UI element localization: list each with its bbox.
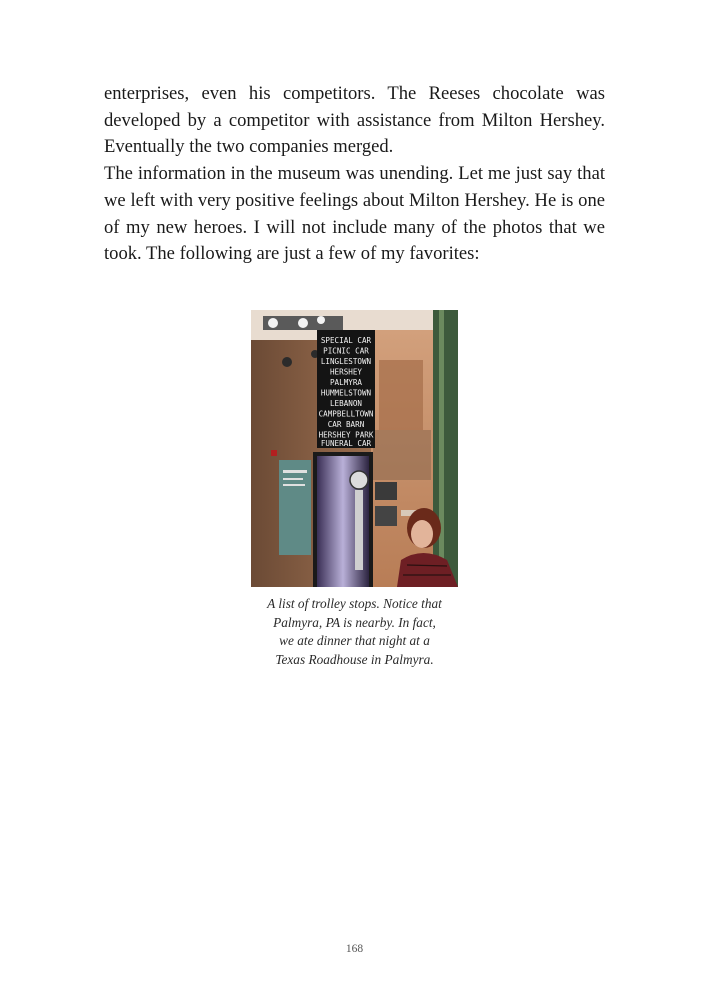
sign-line: FUNERAL CAR bbox=[320, 439, 372, 448]
photo-caption bbox=[240, 595, 469, 669]
sign-line: HUMMELSTOWN bbox=[320, 388, 372, 398]
paragraph-1: enterprises, even his competitors. The Reeses chocolate was developed by a competitor with assistance from Milton Hershey. Eventually the two companies merged. bbox=[104, 83, 605, 158]
caption-line: we ate dinner that night at a bbox=[279, 633, 430, 648]
sign-line: CAR BARN bbox=[327, 420, 365, 429]
caption-line: Texas Roadhouse in Palmyra. bbox=[275, 651, 434, 667]
page-number: 168 bbox=[345, 943, 364, 955]
caption-line: A list of trolley stops. Notice that bbox=[267, 596, 442, 611]
trolley-sign bbox=[319, 336, 374, 448]
body-text bbox=[104, 81, 605, 268]
paragraph-2: The information in the museum was unending. Let me just say that we left with very positive feelings about Milton Hershey. He is one of my new heroes. I will not include many of the photos that we took. The following are just a few of my favorites: bbox=[104, 163, 605, 265]
sign-line: SPECIAL CAR bbox=[320, 336, 372, 345]
sign-line: CAMPBELLTOWN bbox=[318, 409, 374, 419]
sign-line: PALMYRA bbox=[329, 378, 363, 387]
sign-line: LEBANON bbox=[329, 399, 363, 408]
museum-photo bbox=[251, 310, 458, 587]
sign-line: HERSHEY bbox=[329, 367, 363, 377]
sign-line: LINGLESTOWN bbox=[320, 357, 372, 366]
caption-line: Palmyra, PA is nearby. In fact, bbox=[273, 614, 436, 630]
sign-line: HERSHEY PARK bbox=[318, 430, 374, 440]
sign-line: PICNIC CAR bbox=[323, 346, 369, 356]
